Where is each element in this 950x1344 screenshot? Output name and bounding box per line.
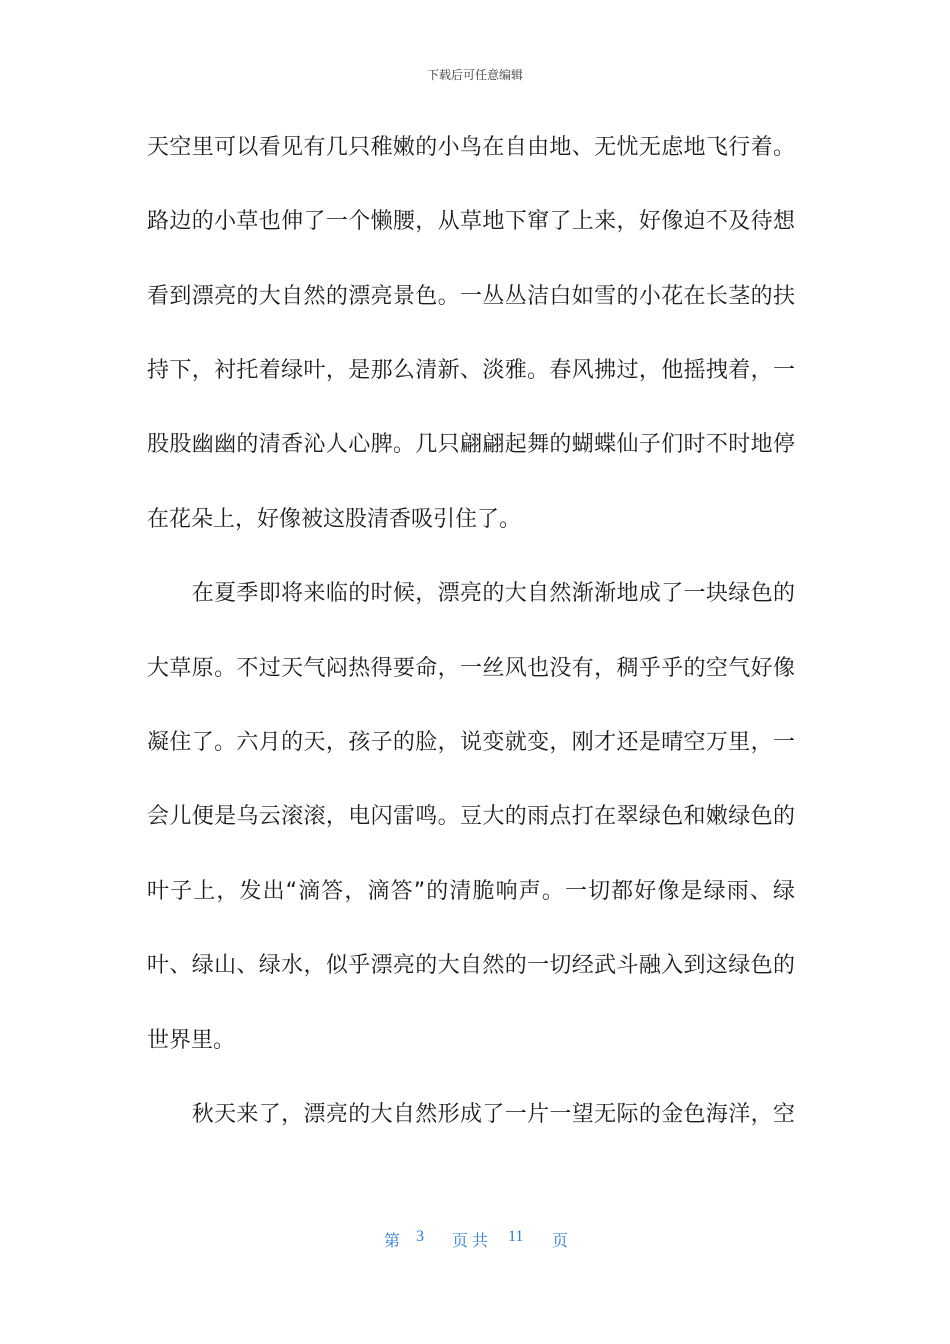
text-line: 持下，衬托着绿叶，是那么清新、淡雅。春风拂过，他摇拽着，一 xyxy=(147,358,795,383)
text-line: 秋天来了，漂亮的大自然形成了一片一望无际的金色海洋，空 xyxy=(147,1102,795,1127)
text-line: 在花朵上，好像被这股清香吸引住了。 xyxy=(147,507,522,532)
page-header: 下载后可任意编辑 xyxy=(426,68,523,82)
text-line: 看到漂亮的大自然的漂亮景色。一丛丛洁白如雪的小花在长茎的扶 xyxy=(147,284,795,309)
text-line: 叶、绿山、绿水，似乎漂亮的大自然的一切经武斗融入到这绿色的 xyxy=(147,953,795,978)
total-pages-number: 11 xyxy=(508,1228,524,1245)
text-line: 凝住了。六月的天，孩子的脸，说变就变，刚才还是晴空万里，一 xyxy=(147,730,795,755)
footer-label-ye: 页 xyxy=(552,1233,569,1250)
current-page-number: 3 xyxy=(416,1228,424,1245)
text-line: 天空里可以看见有几只稚嫩的小鸟在自由地、无忧无虑地飞行着。 xyxy=(147,135,795,160)
text-line: 路边的小草也伸了一个懒腰，从草地下窜了上来，好像迫不及待想 xyxy=(147,209,795,234)
text-line: 股股幽幽的清香沁人心脾。几只翩翩起舞的蝴蝶仙子们时不时地停 xyxy=(147,432,795,457)
page-footer xyxy=(0,1228,950,1252)
text-line: 叶子上，发出“滴答，滴答”的清脆响声。一切都好像是绿雨、绿 xyxy=(147,879,795,904)
text-line: 大草原。不过天气闷热得要命，一丝风也没有，稠乎乎的空气好像 xyxy=(147,656,795,681)
text-line: 在夏季即将来临的时候，漂亮的大自然渐渐地成了一块绿色的 xyxy=(147,581,795,606)
text-line: 世界里。 xyxy=(147,1028,236,1053)
text-line: 会儿便是乌云滚滚，电闪雷鸣。豆大的雨点打在翠绿色和嫩绿色的 xyxy=(147,804,795,829)
footer-label-ye-gong: 页 共 xyxy=(452,1233,489,1250)
footer-label-di: 第 xyxy=(384,1233,401,1250)
